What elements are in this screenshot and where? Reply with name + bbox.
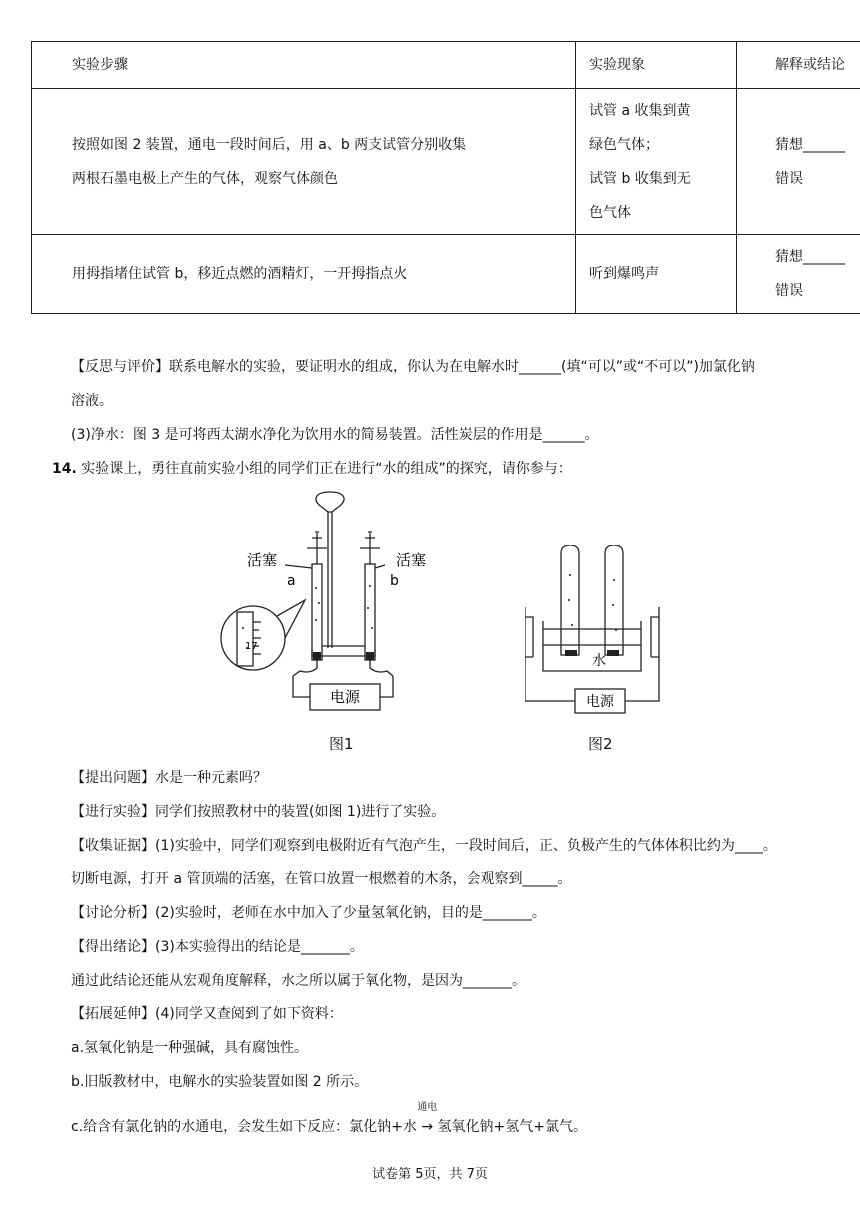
tube-b-label: b — [390, 573, 399, 589]
scale-reading: 17 — [245, 641, 258, 652]
question-14 — [52, 459, 572, 479]
body-line: a.氢氧化钠是一种强碱，具有腐蚀性。 — [71, 1040, 309, 1056]
figure-2-electrolysis-apparatus — [525, 545, 675, 717]
row1-step: 按照如图 2 装置，通电一段时间后，用 a、b 两支试管分别收集 两根石墨电极上产生的气体，观察气体颜色 — [32, 89, 576, 235]
figure-2-caption: 图2 — [588, 735, 613, 753]
table-header-row — [32, 42, 860, 89]
figure-1-electrolysis-apparatus — [215, 488, 445, 720]
page-footer: 试卷第 5页，共 7页 — [372, 1167, 488, 1182]
body-line: 【讨论分析】(2)实验时，老师在水中加入了少量氢氧化钠，目的是_______。 — [71, 905, 546, 921]
figure-1-caption: 图1 — [329, 735, 354, 753]
body-line: 【提出问题】水是一种元素吗？ — [71, 770, 267, 786]
water-label: 水 — [592, 653, 606, 669]
question-text: 实验课上，勇往直前实验小组的同学们正在进行“水的组成”的探究，请你参与： — [81, 461, 572, 477]
header-phenomenon: 实验现象 — [576, 42, 737, 89]
body-line: 【进行实验】同学们按照教材中的装置(如图 1)进行了实验。 — [71, 804, 446, 820]
header-step: 实验步骤 — [32, 42, 576, 89]
arrow-condition: 通电 — [417, 1102, 438, 1113]
row2-step: 用拇指堵住试管 b，移近点燃的酒精灯，一开拇指点火 — [32, 235, 576, 314]
stopcock-label-left: 活塞 — [247, 551, 278, 569]
reflection-line-2: 溶液。 — [71, 393, 113, 409]
body-line: 【得出绪论】(3)本实验得出的结论是_______。 — [71, 939, 364, 955]
row1-conclusion: 猜想______ 错误 — [737, 89, 860, 235]
body-line: 【拓展延伸】(4)同学又查阅到了如下资料： — [71, 1006, 343, 1022]
body-line: 切断电源，打开 a 管顶端的活塞，在管口放置一根燃着的木条，会观察到_____。 — [71, 871, 572, 887]
table-row — [32, 235, 860, 314]
row1-phenomenon: 试管 a 收集到黄 绿色气体； 试管 b 收集到无 色气体 — [576, 89, 737, 235]
header-conclusion: 解释或结论 — [737, 42, 860, 89]
question-3: (3)净水：图 3 是可将西太湖水净化为饮用水的简易装置。活性炭层的作用是______。 — [71, 427, 599, 443]
power-label: 电源 — [329, 688, 361, 706]
reaction-line: c.给含有氯化钠的水通电，会发生如下反应：氯化钠+水 通电 → 氢氧化钠+氢气+氯气。 — [71, 1117, 587, 1137]
row2-phenomenon: 听到爆鸣声 — [576, 235, 737, 314]
stopcock-label-right: 活塞 — [396, 551, 427, 569]
question-number: 14. — [52, 461, 77, 477]
reaction-arrow: 通电 → — [421, 1117, 433, 1137]
body-line: 通过此结论还能从宏观角度解释，水之所以属于氧化物，是因为_______。 — [71, 973, 526, 989]
body-line: 【收集证据】(1)实验中，同学们观察到电极附近有气泡产生，一段时间后，正、负极产生的气体体积比约为____。 — [71, 838, 777, 854]
reflection-line-1: 【反思与评价】联系电解水的实验，要证明水的组成，你认为在电解水时______(填“可以”或“不可以”)加氯化钠 — [71, 359, 755, 375]
row2-conclusion: 猜想______ 错误 — [737, 235, 860, 314]
experiment-table — [31, 41, 860, 314]
tube-a-label: a — [287, 573, 296, 589]
body-line: b.旧版教材中，电解水的实验装置如图 2 所示。 — [71, 1074, 369, 1090]
power-label: 电源 — [586, 694, 614, 710]
table-row — [32, 89, 860, 235]
